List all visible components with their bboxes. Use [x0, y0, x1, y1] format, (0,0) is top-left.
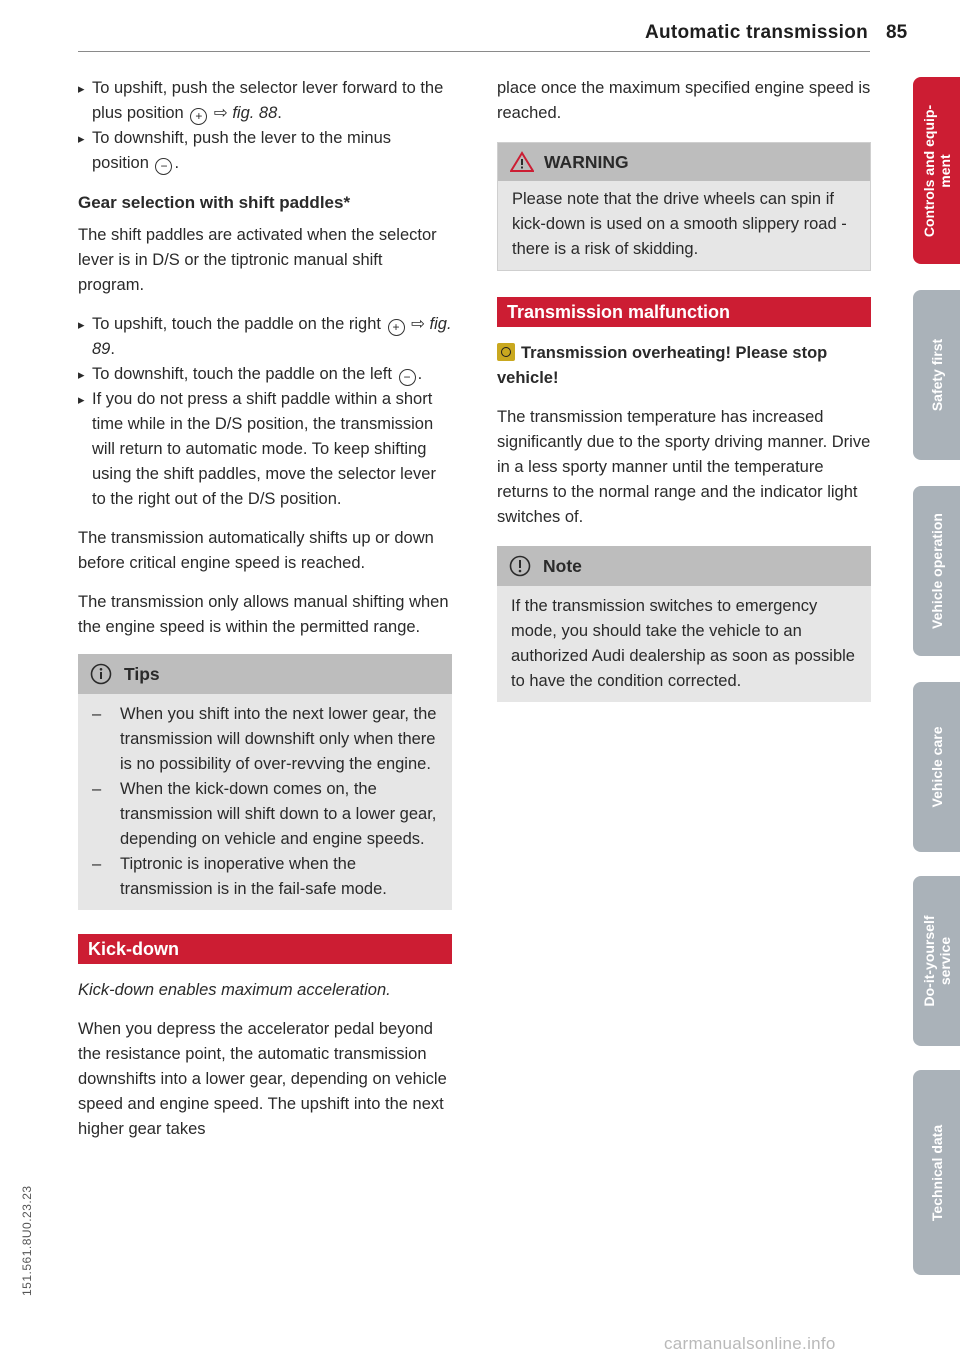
info-icon	[90, 663, 112, 685]
chapter-tab[interactable]	[913, 1070, 960, 1275]
left-column	[78, 76, 452, 1142]
bullet-punctuation: .	[110, 340, 115, 358]
auto-shift-paragraph: The transmission automatically shifts up or down before critical engine speed is reached.	[78, 529, 434, 572]
chapter-tab-label: Technical data	[928, 1124, 945, 1221]
plus-circle-icon: +	[190, 108, 207, 125]
overheating-message	[497, 341, 871, 391]
kickdown-section-title: Kick-down	[78, 934, 452, 964]
bullet-text: To downshift, touch the paddle on the left	[92, 365, 392, 383]
page-number: 85	[886, 22, 908, 43]
bullet-punctuation: .	[277, 104, 282, 122]
bullet-text: To downshift, push the lever to the minus position	[92, 129, 391, 172]
tips-box	[78, 654, 452, 910]
warning-box	[497, 142, 871, 271]
bullet-item	[78, 312, 452, 362]
warning-body: Please note that the drive wheels can spin if kick-down is used on a smooth slippery road - there is a risk of skidding.	[512, 190, 847, 258]
note-title: Note	[543, 555, 582, 576]
chapter-tab-label: Safety first	[928, 338, 945, 412]
bullet-item	[78, 126, 452, 176]
paddles-heading: Gear selection with shift paddles*	[78, 193, 351, 212]
chapter-tab-label: Do-it-yourself service	[920, 915, 953, 1007]
note-body: If the transmission switches to emergency mode, you should take the vehicle to an authorized Audi dealership as soon as possible to have the condition corrected.	[511, 597, 855, 690]
bullet-text: To upshift, touch the paddle on the right	[92, 315, 381, 333]
exclamation-circle-icon	[509, 555, 531, 577]
bullet-item	[78, 387, 452, 512]
upshift-downshift-list	[78, 76, 452, 176]
tip-item: – When the kick-down comes on, the transmission will shift down to a lower gear, depending on vehicle and engine speeds.	[92, 777, 440, 852]
warning-title: WARNING	[544, 151, 629, 172]
note-header	[497, 546, 871, 586]
bullet-punctuation: .	[417, 365, 423, 383]
paddles-intro: The shift paddles are activated when the selector lever is in D/S or the tiptronic manual shift program.	[78, 226, 437, 294]
page-header-title: Automatic transmission	[644, 22, 868, 43]
right-column	[497, 76, 871, 702]
chapter-tab[interactable]	[913, 77, 960, 264]
malfunction-body: The transmission temperature has increased significantly due to the sporty driving manner. Drive in a less sporty manner until the temperature returns to the normal range and the indicator light switches of.	[497, 408, 871, 526]
header-rule	[78, 51, 870, 52]
paddles-list	[78, 312, 452, 512]
plus-circle-icon: +	[388, 319, 405, 336]
tips-body	[78, 694, 452, 910]
bullet-item	[78, 362, 452, 387]
bullet-punctuation: .	[174, 154, 180, 172]
note-box	[497, 546, 871, 702]
tip-item: – When you shift into the next lower gear, the transmission will downshift only when there is no possibility of over-revving the engine.	[92, 702, 440, 777]
transmission-warning-icon	[497, 343, 515, 361]
chapter-tab[interactable]	[913, 682, 960, 852]
chapter-tab-label: Vehicle operation	[928, 513, 945, 629]
tip-item: – Tiptronic is inoperative when the transmission is in the fail-safe mode.	[92, 852, 440, 902]
figure-reference: ⇨ fig. 88	[213, 104, 278, 122]
document-code: 151.561.8U0.23.23	[20, 1185, 34, 1296]
tips-header	[78, 654, 452, 694]
tips-title: Tips	[124, 663, 160, 684]
manual-range-paragraph: The transmission only allows manual shifting when the engine speed is within the permitted range.	[78, 593, 449, 636]
bullet-text: If you do not press a shift paddle within a short time while in the D/S position, the transmission will return to automatic mode. To keep shifting using the shift paddles, move the selector lever to the right out of the D/S position.	[92, 390, 436, 508]
chapter-tab[interactable]	[913, 876, 960, 1046]
minus-circle-icon: −	[155, 158, 172, 175]
chapter-tab[interactable]	[913, 290, 960, 460]
chapter-tab-label: Controls and equip- ment	[920, 104, 953, 237]
bullet-text: To upshift, push the selector lever forward to the plus position	[92, 79, 444, 122]
minus-circle-icon: −	[399, 369, 416, 386]
malfunction-section-title: Transmission malfunction	[497, 297, 871, 327]
chapter-tab[interactable]	[913, 486, 960, 656]
kickdown-body: When you depress the accelerator pedal beyond the resistance point, the automatic transmission downshifts into a lower gear, depending on vehicle speed and engine speed. The upshift into the next higher gear takes	[78, 1020, 447, 1138]
kickdown-subtitle: Kick-down enables maximum acceleration.	[78, 981, 391, 999]
chapter-tab-label: Vehicle care	[928, 726, 945, 808]
overheating-message-text: Transmission overheating! Please stop vehicle!	[497, 344, 828, 387]
warning-triangle-icon	[510, 151, 534, 173]
warning-header	[498, 143, 870, 181]
bullet-item	[78, 76, 452, 126]
figure-reference: ⇨ fig. 89	[92, 315, 452, 358]
watermark: carmanualsonline.info	[664, 1334, 836, 1353]
kickdown-continuation: place once the maximum specified engine speed is reached.	[497, 79, 871, 122]
